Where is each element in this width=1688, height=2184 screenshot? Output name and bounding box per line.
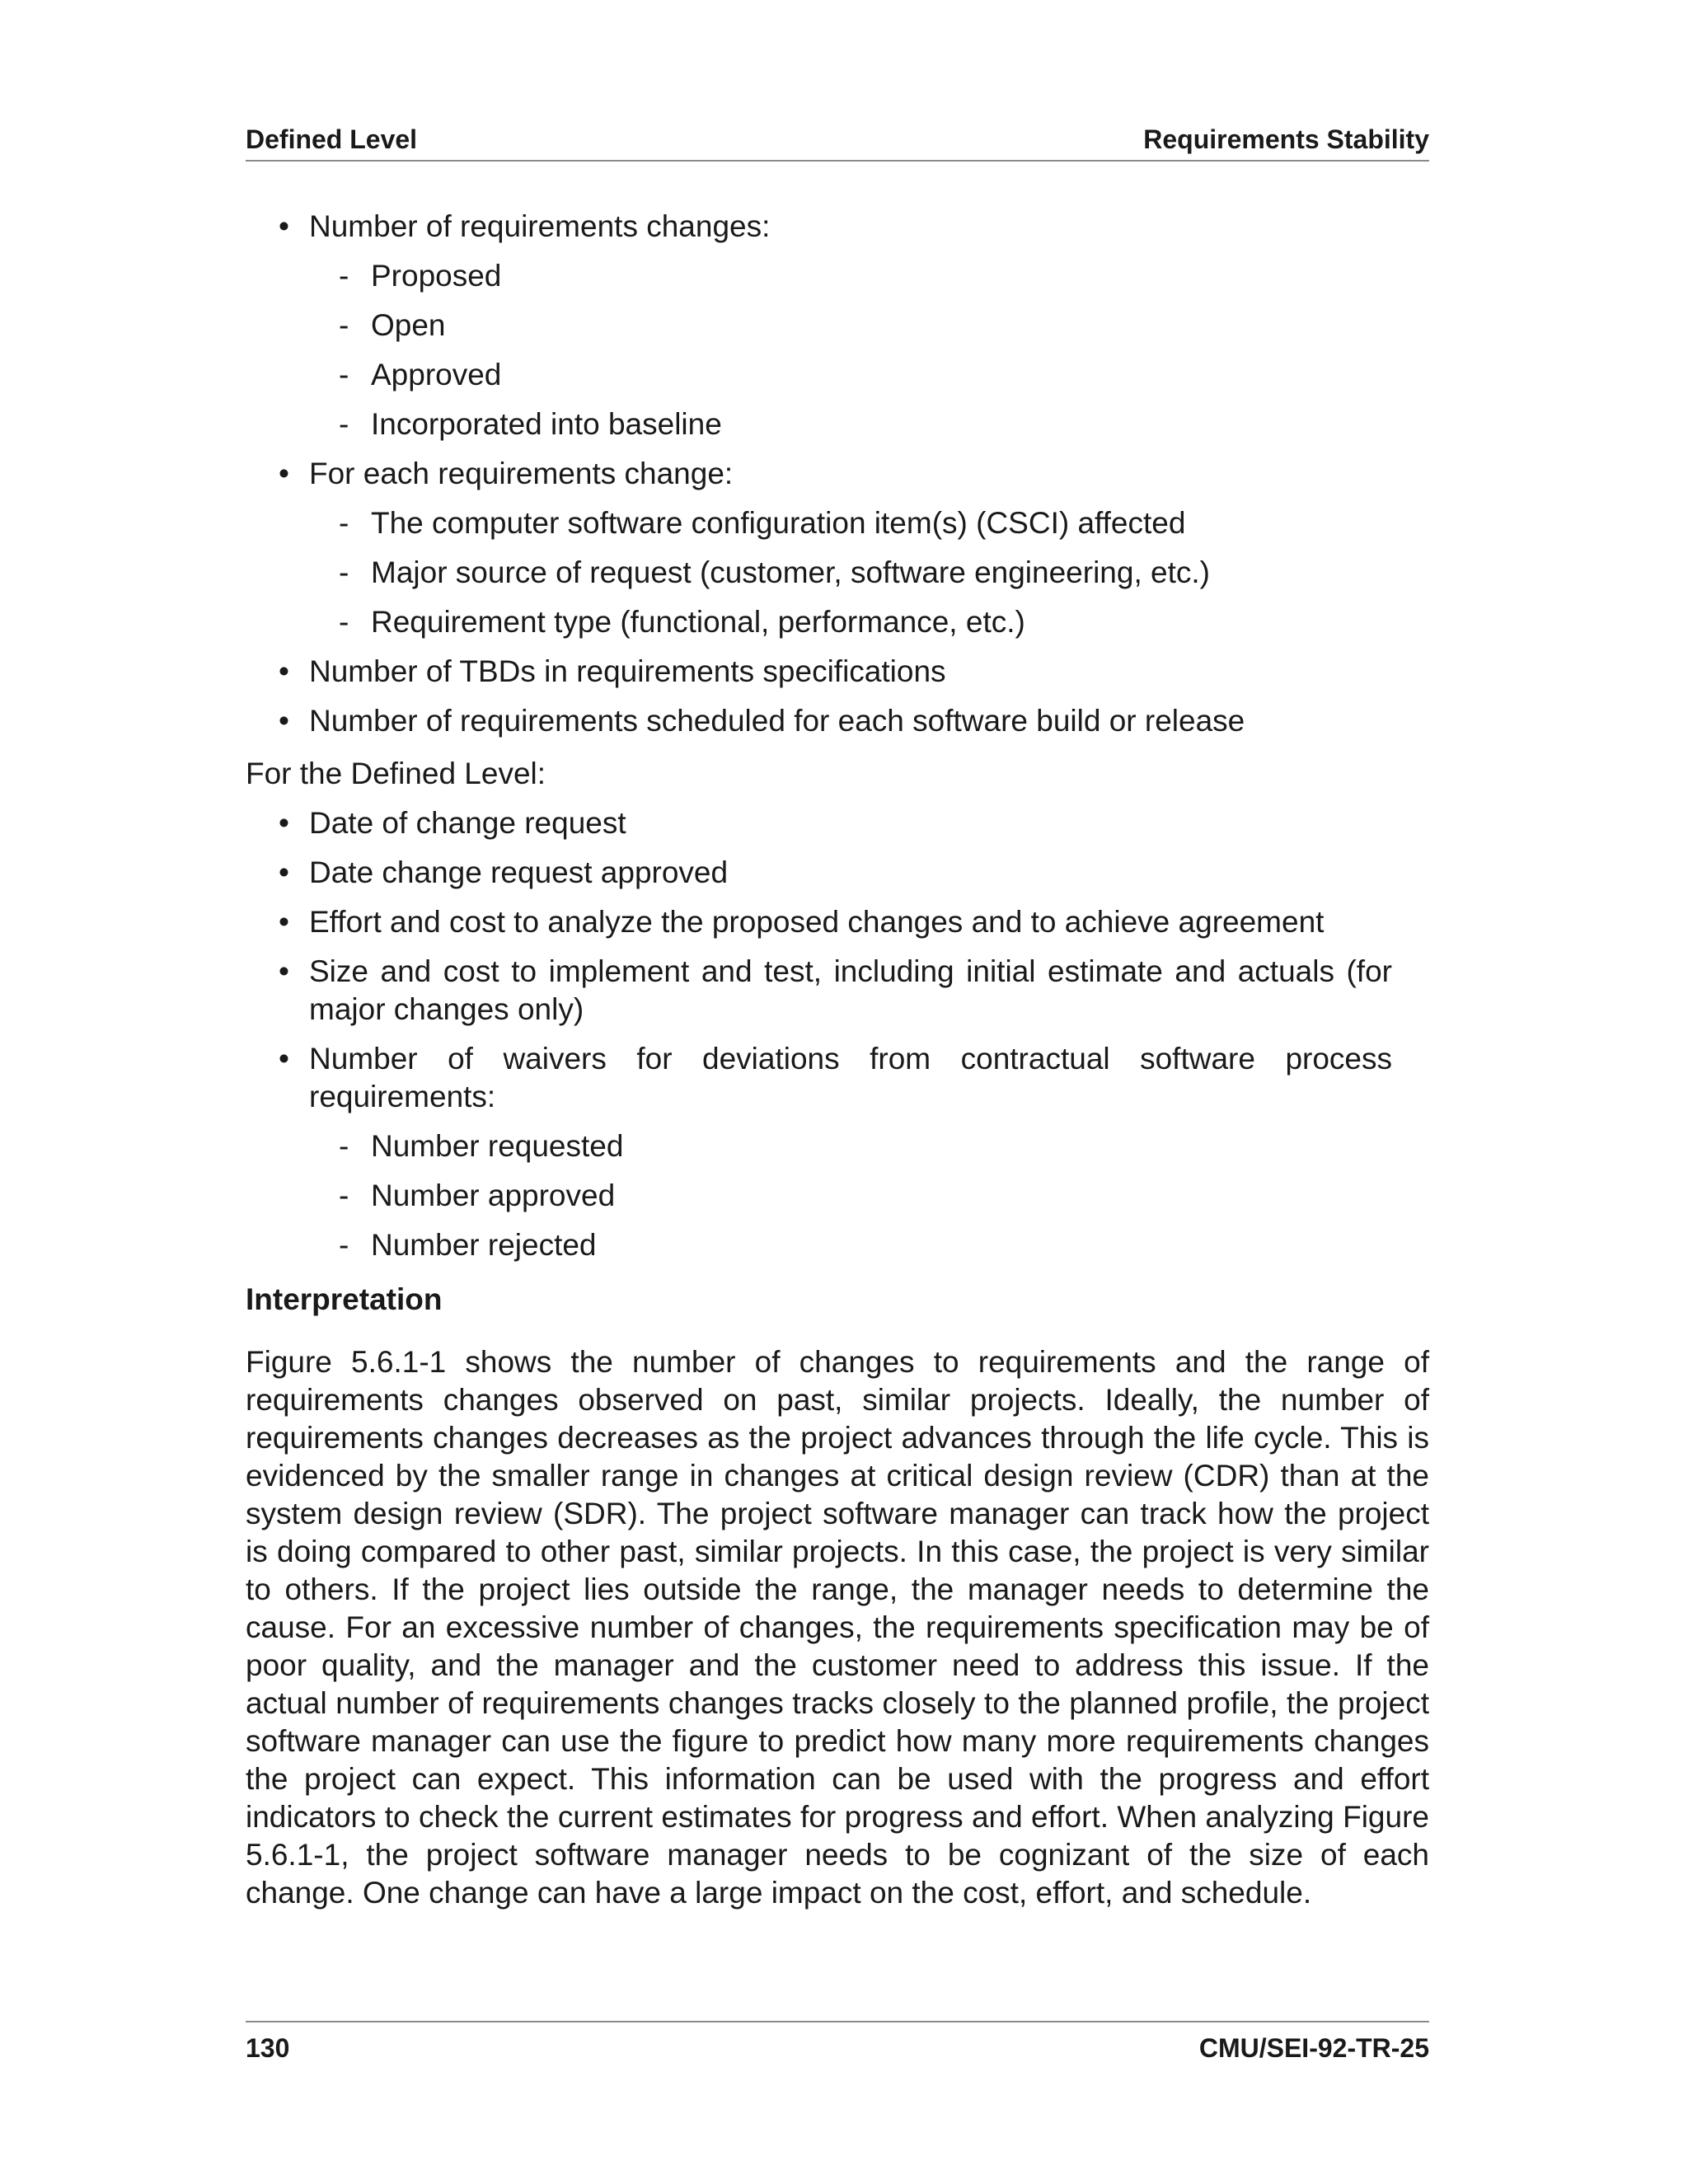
list-item: • Number of requirements changes: - Proposed - Open - Approved - Incorporated into baseline: [246, 208, 1429, 443]
defined-level-list: [246, 804, 1429, 1264]
list-item: • Number of requirements scheduled for each software build or release: [246, 702, 1429, 740]
sub-list: [309, 1127, 1392, 1264]
list-item: • Size and cost to implement and test, including initial estimate and actuals (for major changes only): [246, 953, 1429, 1029]
list-item: • Date of change request: [246, 804, 1429, 842]
list-item: • For each requirements change: - The computer software configuration item(s) (CSCI) affected - Major source of request (customer, software engineering, etc.) - Requirement type (functional, performance, etc.): [246, 455, 1429, 641]
sub-list: [309, 257, 1392, 443]
sub-list: [309, 504, 1392, 641]
page-number: 130: [246, 2033, 290, 2063]
list-item: • Effort and cost to analyze the proposed changes and to achieve agreement: [246, 903, 1429, 941]
sub-list-item: - The computer software configuration item(s) (CSCI) affected: [309, 504, 1392, 542]
sub-list-item: - Proposed: [309, 257, 1392, 295]
list-item: • Number of waivers for deviations from contractual software process requirements: - Number requested - Number approved - Number rejected: [246, 1040, 1429, 1264]
sub-list-item: - Number approved: [309, 1177, 1392, 1215]
header-section-title: Defined Level: [246, 124, 418, 154]
sub-list-item: - Number rejected: [309, 1226, 1392, 1264]
page-footer: [246, 2021, 1429, 2064]
defined-level-intro: For the Defined Level:: [246, 757, 546, 790]
section-heading: Interpretation: [246, 1282, 443, 1316]
sub-list-item: - Incorporated into baseline: [309, 405, 1392, 443]
sub-list-item: - Major source of request (customer, software engineering, etc.): [309, 554, 1392, 592]
header-topic-title: Requirements Stability: [1143, 124, 1429, 154]
interpretation-paragraph: Figure 5.6.1-1 shows the number of changes to requirements and the range of requirements changes observed on past, similar projects. Ideally, the number of requirements changes decreases as the project advances through the life cycle. This is evidenced by the smaller range in changes at critical design review (CDR) than at the system design review (SDR). The project software manager can track how the project is doing compared to other past, similar projects. In this case, the project is very similar to others. If the project lies outside the range, the manager needs to determine the cause. For an excessive number of changes, the requirements specification may be of poor quality, and the manager and the customer need to address this issue. If the actual number of requirements changes tracks closely to the planned profile, the project software manager can use the figure to predict how many more requirements changes the project can expect. This information can be used with the progress and effort indicators to check the current estimates for progress and effort. When analyzing Figure 5.6.1-1, the project software manager needs to be cognizant of the size of each change. One change can have a large impact on the cost, effort, and schedule.: [246, 1345, 1429, 1910]
sub-list-item: - Approved: [309, 356, 1392, 394]
page-content: [246, 208, 1429, 1912]
measurement-list: [246, 208, 1429, 740]
page-header: [246, 124, 1429, 162]
report-id: CMU/SEI-92-TR-25: [1198, 2033, 1429, 2063]
list-item: • Number of TBDs in requirements specifications: [246, 653, 1429, 691]
sub-list-item: - Number requested: [309, 1127, 1392, 1165]
list-item: • Date change request approved: [246, 854, 1429, 892]
sub-list-item: - Open: [309, 307, 1392, 344]
sub-list-item: - Requirement type (functional, performance, etc.): [309, 603, 1392, 641]
